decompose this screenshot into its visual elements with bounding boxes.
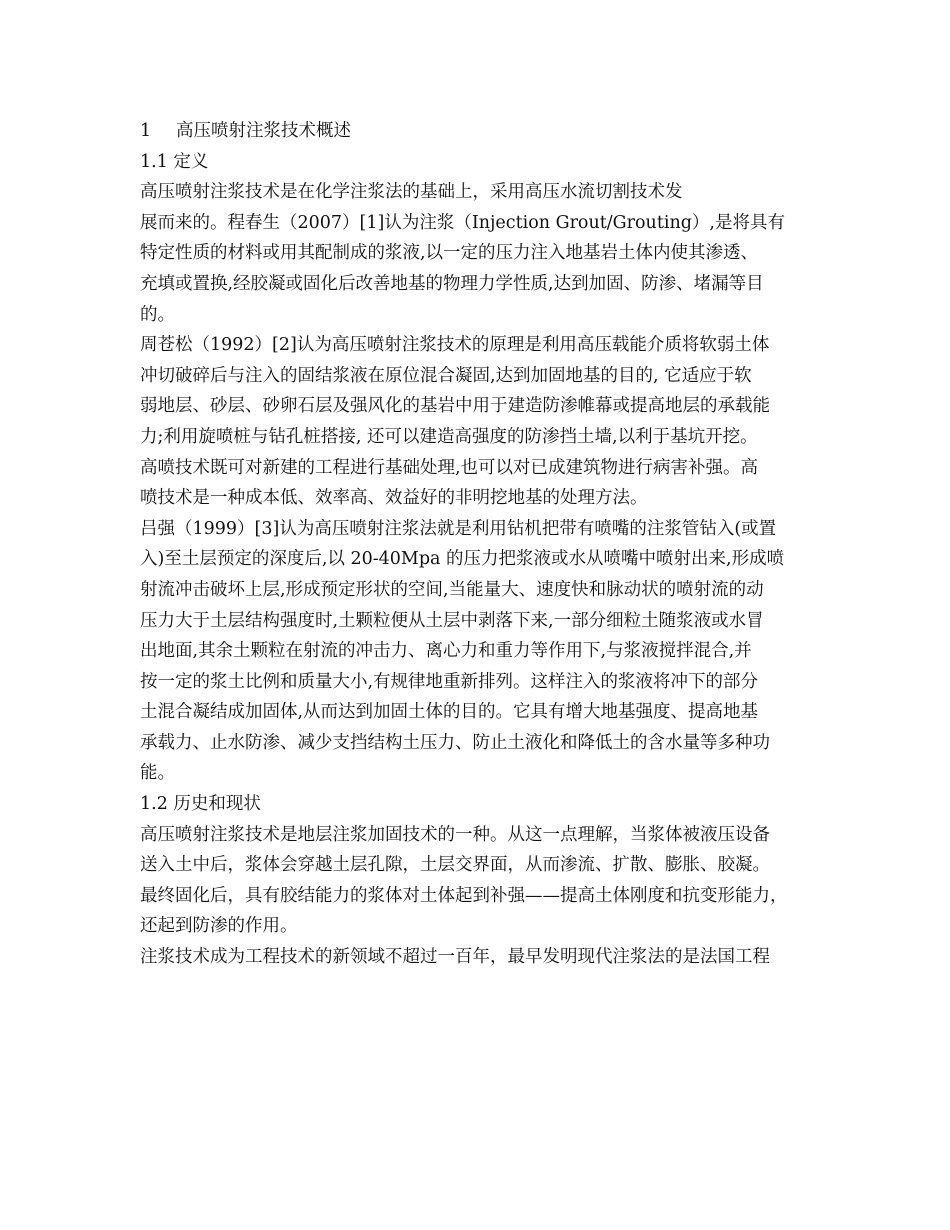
paragraph-line: 土混合凝结成加固体,从而达到加固土体的目的。它具有增大地基强度、提高地基 <box>140 702 759 723</box>
section-number: 1 <box>140 121 152 141</box>
paragraph-line: 能。 <box>140 763 175 784</box>
paragraph-line: 展而来的。程春生（2007）[1]认为注浆（Injection Grout/Grouting）,是将具有 <box>140 212 785 233</box>
paragraph-line: 特定性质的材料或用其配制成的浆液,以一定的压力注入地基岩土体内使其渗透、 <box>140 243 759 264</box>
paragraph-line: 承载力、止水防渗、减少支挡结构土压力、防止土液化和降低土的含水量等多种功 <box>140 732 770 753</box>
paragraph-line: 力;利用旋喷桩与钻孔桩搭接, 还可以建造高强度的防渗挡土墙,以利于基坑开挖。 <box>140 426 758 447</box>
document-page <box>140 116 820 973</box>
paragraph-line: 最终固化后，具有胶结能力的浆体对土体起到补强——提高土体刚度和抗变形能力， <box>140 885 788 906</box>
paragraph-line: 高喷技术既可对新建的工程进行基础处理,也可以对已成建筑物进行病害补强。高 <box>140 457 759 478</box>
section-title: 高压喷射注浆技术概述 <box>176 121 351 141</box>
paragraph-line: 送入土中后，浆体会穿越土层孔隙，土层交界面，从而渗流、扩散、膨胀、胶凝。 <box>140 855 770 876</box>
paragraph-line: 压力大于土层结构强度时,土颗粒便从土层中剥落下来,一部分细粒土随浆液或水冒 <box>140 610 764 631</box>
subsection-heading-1-1: 1.1 定义 <box>140 151 209 172</box>
paragraph-line: 按一定的浆土比例和质量大小,有规律地重新排列。这样注入的浆液将冲下的部分 <box>140 671 759 692</box>
paragraph-line: 喷技术是一种成本低、效率高、效益好的非明挖地基的处理方法。 <box>140 488 648 509</box>
paragraph-line: 充填或置换,经胶凝或固化后改善地基的物理力学性质,达到加固、防渗、堵漏等目 <box>140 273 764 294</box>
paragraph-line: 的。 <box>140 304 175 325</box>
paragraph-line: 高压喷射注浆技术是地层注浆加固技术的一种。从这一点理解，当浆体被液压设备 <box>140 824 770 845</box>
paragraph-line: 还起到防渗的作用。 <box>140 916 298 937</box>
paragraph-line: 射流冲击破坏上层,形成预定形状的空间,当能量大、速度快和脉动状的喷射流的动 <box>140 579 764 600</box>
paragraph-line: 周苍松（1992）[2]认为高压喷射注浆技术的原理是利用高压载能介质将软弱土体 <box>140 335 770 356</box>
paragraph-line: 冲切破碎后与注入的固结浆液在原位混合凝固,达到加固地基的目的, 它适应于软 <box>140 365 752 386</box>
paragraph-line: 吕强（1999）[3]认为高压喷射注浆法就是利用钻机把带有喷嘴的注浆管钻入(或置 <box>140 518 777 539</box>
paragraph-line: 注浆技术成为工程技术的新领域不超过一百年，最早发明现代注浆法的是法国工程 <box>140 947 770 968</box>
paragraph-line: 出地面,其余土颗粒在射流的冲击力、离心力和重力等作用下,与浆液搅拌混合,并 <box>140 641 752 662</box>
paragraph-line: 高压喷射注浆技术是在化学注浆法的基础上，采用高压水流切割技术发 <box>140 182 683 203</box>
subsection-heading-1-2: 1.2 历史和现状 <box>140 794 261 815</box>
section-heading-1 <box>140 116 820 147</box>
paragraph-line: 入)至土层预定的深度后,以 20-40Mpa 的压力把浆液或水从喷嘴中喷射出来,形成喷 <box>140 549 785 570</box>
paragraph-line: 弱地层、砂层、砂卵石层及强风化的基岩中用于建造防渗帷幕或提高地层的承载能 <box>140 396 770 417</box>
